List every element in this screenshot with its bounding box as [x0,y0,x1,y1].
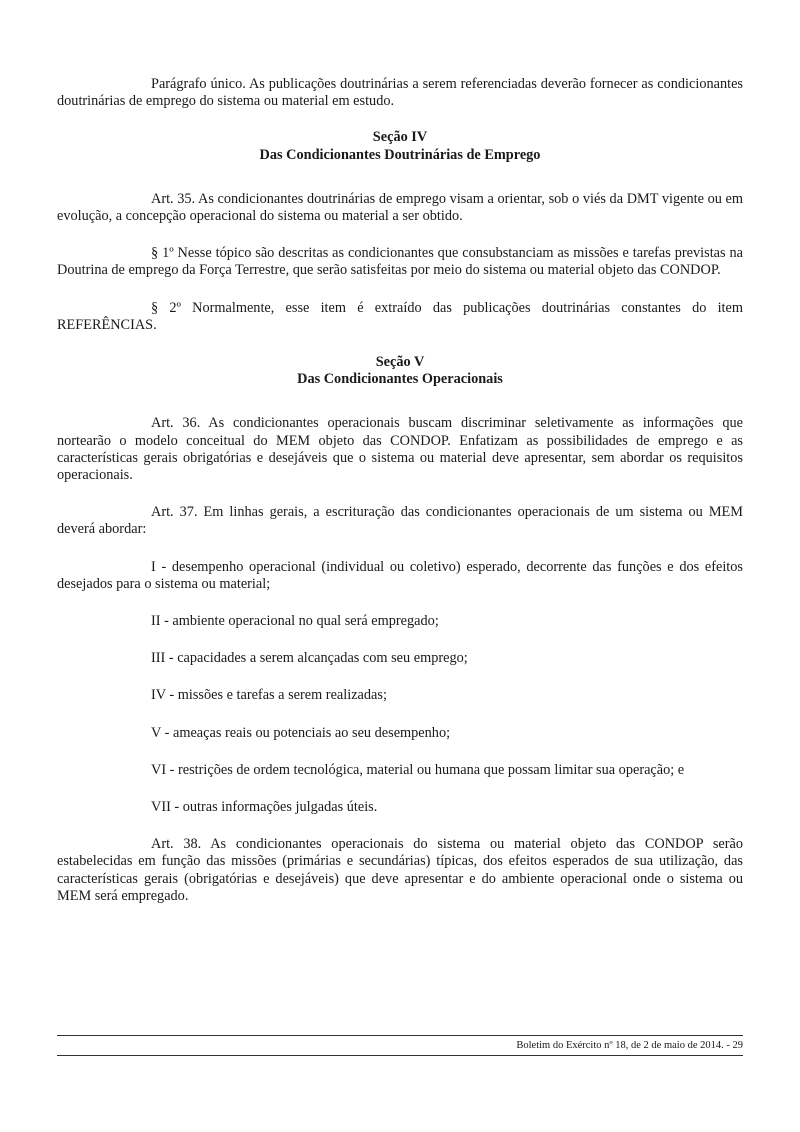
footer-citation: Boletim do Exército nº 18, de 2 de maio de 2014. - 29 [516,1040,743,1051]
list-item-i: I - desempenho operacional (individual ou coletivo) esperado, decorrente das funções e dos efeitos desejados para o sistema ou material; [57,558,743,592]
article-36: Art. 36. As condicionantes operacionais buscam discriminar seletivamente as informações que nortearão o modelo conceitual do MEM objeto das CONDOP. Enfatizam as possibilidades de emprego e as características gerais obrigatórias e desejáveis que o sistema ou material deve apresentar, sem abordar os requisitos operacionais. [57,415,743,484]
section-v-heading [57,354,743,388]
list-item-ii: II - ambiente operacional no qual será empregado; [151,613,439,630]
article-37: Art. 37. Em linhas gerais, a escrituração das condicionantes operacionais de um sistema ou MEM deverá abordar: [57,504,743,538]
article-38: Art. 38. As condicionantes operacionais do sistema ou material objeto das CONDOP serão estabelecidas em função das missões (primárias e secundárias) típicas, dos efeitos esperados de sua utilização, das características gerais (obrigatórias e desejáveis) que deve apresentar e do ambiente operacional onde o sistema ou MEM será empregado. [57,836,743,904]
section-v-title: Das Condicionantes Operacionais [297,371,503,388]
section-iv-title: Das Condicionantes Doutrinárias de Emprego [259,146,541,163]
section-iv-number: Seção IV [372,129,428,146]
article-35-paragraph-2: § 2º Normalmente, esse item é extraído das publicações doutrinárias constantes do item REFERÊNCIAS. [57,299,743,333]
paragrafo-unico: Parágrafo único. As publicações doutrinárias a serem referenciadas deverão fornecer as condicionantes doutrinárias de emprego do sistema ou material em estudo. [57,76,743,110]
list-item-v: V - ameaças reais ou potenciais ao seu desempenho; [151,724,451,741]
section-v-number: Seção V [375,354,425,371]
article-35-paragraph-1: § 1º Nesse tópico são descritas as condicionantes que consubstanciam as missões e tarefas previstas na Doutrina de emprego da Força Terrestre, que serão satisfeitas por meio do sistema ou material objeto das CONDOP. [57,245,743,279]
list-item-vi: VI - restrições de ordem tecnológica, material ou humana que possam limitar sua operação; e [151,761,685,778]
article-35: Art. 35. As condicionantes doutrinárias de emprego visam a orientar, sob o viés da DMT vigente ou em evolução, a concepção operacional do sistema ou material a ser obtido. [57,190,743,225]
list-item-vii: VII - outras informações julgadas úteis. [151,799,378,816]
page-footer [57,1035,743,1056]
document-body [57,76,743,905]
section-iv-heading [57,129,743,163]
list-item-iv: IV - missões e tarefas a serem realizadas; [151,687,387,704]
list-item-iii: III - capacidades a serem alcançadas com seu emprego; [151,650,468,667]
